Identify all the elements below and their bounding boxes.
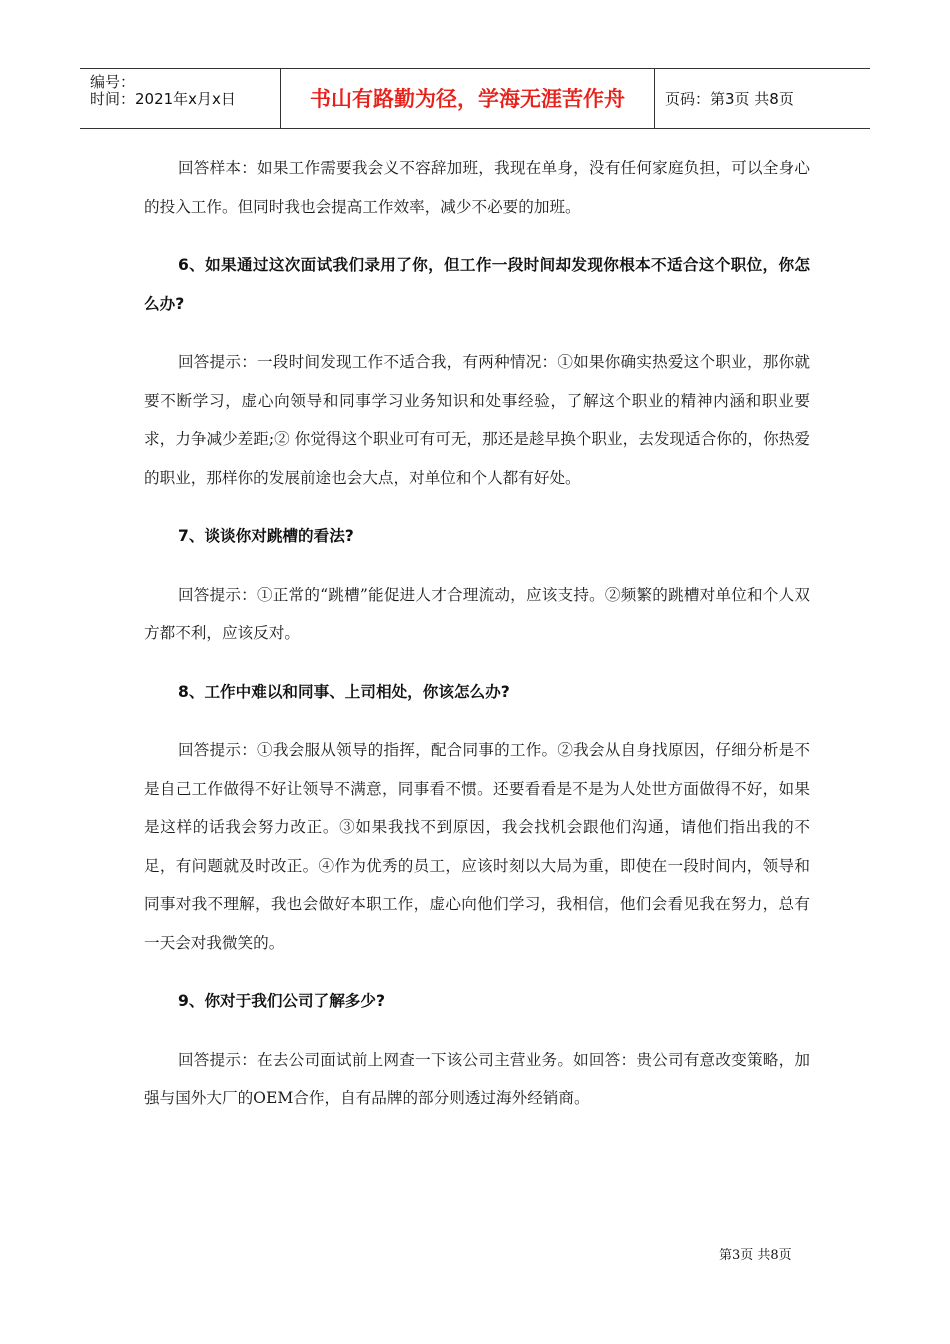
answer-paragraph: 回答提示：一段时间发现工作不适合我，有两种情况：①如果你确实热爱这个职业，那你就要不断学习，虚心向领导和同事学习业务知识和处事经验，了解这个职业的精神内涵和职业要求，力争减少差距;② 你觉得这个职业可有可无，那还是趁早换个职业，去发现适合你的，你热爱的职业，那样你的发展前途也会大点，对单位和个人都有好处。 <box>144 353 810 487</box>
footer-page-number: 第3页 共8页 <box>719 1248 792 1263</box>
answer-paragraph: 回答提示：①正常的“跳槽”能促进人才合理流动，应该支持。②频繁的跳槽对单位和个人双方都不利，应该反对。 <box>144 585 810 642</box>
answer-paragraph: 回答提示：①我会服从领导的指挥，配合同事的工作。②我会从自身找原因，仔细分析是不是自己工作做得不好让领导不满意，同事看不惯。还要看看是不是为人处世方面做得不好，如果是这样的话我会努力改正。③如果我找不到原因，我会找机会跟他们沟通，请他们指出我的不足，有问题就及时改正。④作为优秀的员工，应该时刻以大局为重，即使在一段时间内，领导和同事对我不理解，我也会做好本职工作，虚心向他们学习，我相信，他们会看见我在努力，总有一天会对我微笑的。 <box>144 741 810 952</box>
header-page-number: 页码：第3页 共8页 <box>665 90 794 108</box>
question-heading: 7、谈谈你对跳槽的看法? <box>178 527 354 545</box>
header-page-cell <box>655 69 870 128</box>
document-body <box>144 149 810 1118</box>
serial-number-label: 编号： <box>90 73 136 91</box>
answer-paragraph: 回答提示：在去公司面试前上网查一下该公司主营业务。如回答：贵公司有意改变策略，加强与国外大厂的OEM合作，自有品牌的部分则透过海外经销商。 <box>144 1050 810 1107</box>
motto-text: 书山有路勤为径，学海无涯苦作舟 <box>310 87 625 111</box>
date-label: 时间：2021年x月x日 <box>90 90 236 108</box>
header-meta-cell <box>80 69 281 128</box>
header-table <box>80 68 870 129</box>
question-heading: 6、如果通过这次面试我们录用了你，但工作一段时间却发现你根本不适合这个职位，你怎么办? <box>144 256 810 313</box>
question-heading: 8、工作中难以和同事、上司相处，你该怎么办? <box>178 682 510 701</box>
question-heading: 9、你对于我们公司了解多少? <box>178 992 386 1010</box>
header-motto-cell <box>281 69 655 128</box>
answer-paragraph: 回答样本：如果工作需要我会义不容辞加班，我现在单身，没有任何家庭负担，可以全身心的投入工作。但同时我也会提高工作效率，减少不必要的加班。 <box>144 159 810 216</box>
